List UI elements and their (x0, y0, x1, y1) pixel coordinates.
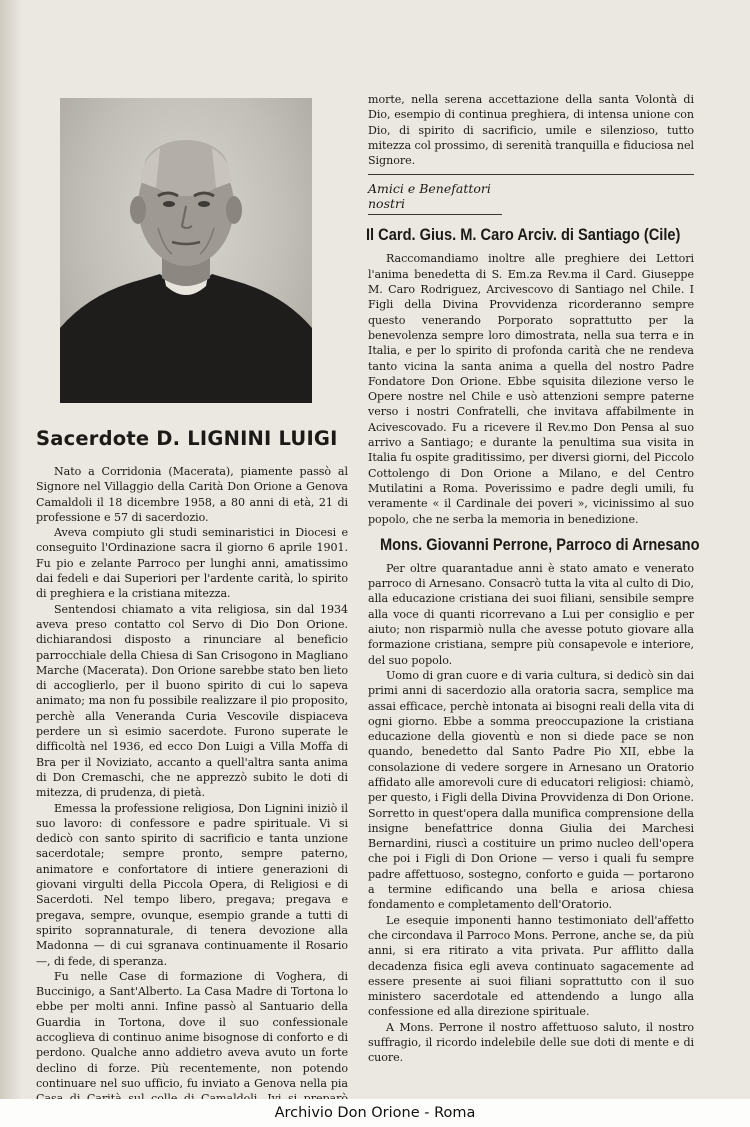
paragraph: Raccomandiamo inoltre alle preghiere dei Lettori l'anima benedetta di S. Em.za Rev.ma il Card. Giuseppe M. Caro Rodriguez, Arcivescovo di Santiago nel Chile. I Figli della Divina Provvidenza ricorderanno sempre questo venerando Porporato soprattutto per la benevolenza sempre loro dimostrata, nella sua terra e in Italia, e per lo spirito di profonda carità che ne rendeva tanto vicina la santa anima a quella del nostro Padre Fondatore Don Orione. Ebbe squisita dilezione verso le Opere nostre nel Chile e usò attenzioni sempre paterne verso i nostri Confratelli, che invitava affabilmente in Acivescovado. Fu a ricevere il Rev.mo Don Pensa al suo arrivo a Santiago; e durante la penultima sua visita in Italia fu ospite graditissimo, per diversi giorni, del Piccolo Cottolengo di Don Orione a Milano, e del Centro Mutilatini a Roma. Poverissimo e padre degli umili, fu veramente « il Cardinale dei poveri », vicinissimo al suo popolo, che ne serba la memoria in benedizione. (368, 252, 694, 526)
paragraph: Le esequie imponenti hanno testimoniato dell'affetto che circondava il Parroco Mons. Perrone, anche se, da più anni, si era ritirato a vita privata. Pur afflitto dalla decadenza fisica egli aveva continuato sagacemente ad essere presente ai suoi filiani soprattutto con il suo ministero sacerdotale ed attendendo a lungo alla confessione ed alla direzione spirituale. (368, 913, 694, 1019)
paragraph: A Mons. Perrone il nostro affettuoso saluto, il nostro suffragio, il ricordo indelebile delle sue doti di mente e di cuore. (368, 1020, 694, 1065)
article-body-cardinal (368, 251, 694, 526)
paragraph: Sentendosi chiamato a vita religiosa, sin dal 1934 aveva preso contatto col Servo di Dio Don Orione. dichiarandosi disposto a rinunciare al beneficio parrocchiale della Chiesa di San Crisogono in Magliano Marche (Macerata). Don Orione sarebbe stato ben lieto di accoglierlo, per il buono spirito di cui lo sapeva animato; ma non fu possibile realizzare il pio proposito, perchè alla Veneranda Curia Vescovile dispiaceva perdere un sì esimio sacerdote. Furono superate le difficoltà nel 1936, ed ecco Don Luigi a Villa Moffa di Bra per il Noviziato, accanto a quell'altra santa anima di Don Cremaschi, che ne apprezzò subito le doti di mitezza, di prudenza, di pietà. (36, 602, 348, 800)
paragraph: Nato a Corridonia (Macerata), piamente passò al Signore nel Villaggio della Carità Don Orione a Genova Camaldoli il 18 dicembre 1958, a 80 anni di età, 21 di professione e 57 di sacerdozio. (36, 465, 348, 524)
priest-portrait-photo (60, 98, 312, 403)
paragraph: Aveva compiuto gli studi seminaristici in Diocesi e conseguito l'Ordinazione sacra il giorno 6 aprile 1901. Fu pio e zelante Parroco per lunghi anni, amatissimo dai fedeli e dai Superiori per l'ardente carità, lo spirito di preghiera e la cristiana mitezza. (36, 526, 348, 601)
archive-footer: Archivio Don Orione - Roma (0, 1099, 750, 1127)
section-divider (368, 174, 694, 175)
left-column (36, 98, 348, 1122)
obituary-title: Sacerdote D. LIGNINI LUIGI (36, 427, 338, 450)
paragraph: morte, nella serena accettazione della santa Volontà di Dio, esempio di continua preghiera, di intensa unione con Dio, di spirito di sacrificio, umile e silenzioso, tutto mitezza col prossimo, di serenità tranquilla e fiduciosa nel Signore. (368, 93, 694, 168)
obituary-body (36, 464, 348, 1122)
article-body-perrone (368, 561, 694, 1066)
right-column (366, 92, 700, 1066)
obituary-continuation (368, 92, 694, 168)
article-title-cardinal: Il Card. Gius. M. Caro Arciv. di Santiago (Cile) (366, 225, 681, 245)
article-title-perrone: Mons. Giovanni Perrone, Parroco di Arnesano (380, 534, 700, 554)
section-label: Amici e Benefattori nostri (368, 181, 502, 215)
paragraph: Emessa la professione religiosa, Don Lignini iniziò il suo lavoro: di confessore e padre spirituale. Vi si dedicò con santo spirito di sacrificio e tanta unzione sacerdotale; sempre pronto, sempre paterno, animatore e confortatore di intiere generazioni di giovani virgulti della Piccola Opera, di Religiosi e di Sacerdoti. Nel tempo libero, pregava; pregava e pregava, sempre, ovunque, esempio grande a tutti di spirito soprannaturale, di tenera devozione alla Madonna — di cui sgranava continuamente il Rosario —, di fede, di speranza. (36, 801, 348, 968)
paragraph: Fu nelle Case di formazione di Voghera, di Buccinigo, a Sant'Alberto. La Casa Madre di Tortona lo ebbe per molti anni. Infine passò al Santuario della Guardia in Tortona, dove il suo confessionale accoglieva di continuo anime bisognose di conforto e di perdono. Qualche anno addietro aveva avuto un forte declino di forze. Più recentemente, non potendo continuare nel suo ufficio, fu inviato a Genova nella pia (36, 969, 348, 1090)
paragraph: Per oltre quarantadue anni è stato amato e venerato parroco di Arnesano. Consacrò tutta la vita al culto di Dio, alla educazione cristiana dei suoi filiani, sensibile sempre alla voce di quanti ricorrevano a Lui per consiglio e per aiuto; non risparmiò nulla che avesse potuto giovare alla formazione cristiana, sempre più consapevole e interiore, del suo popolo. (368, 561, 694, 667)
page-edge-shadow (0, 0, 22, 1100)
portrait-illustration (60, 98, 312, 403)
paragraph: Uomo di gran cuore e di varia cultura, si dedicò sin dai primi anni di sacerdozio alla oratoria sacra, semplice ma assai efficace, perchè intonata ai bisogni reali della vita di ogni giorno. Ebbe a somma preoccupazione la cristiana educazione della gioventù e non si diede pace se non quando, benedetto dal Santo Padre Pio XII, ebbe la consolazione di vedere sorgere in Arnesano un Oratorio affidato alle amorevoli cure di educatori religiosi: chiamò, per questo, i Figli della Divina Provvidenza di Don Orione. Sorretto in quest'opera dalla munifica comprensione della insigne benefattrice donna Giulia dei Marchesi Bernardini, riuscì a costituire un primo nucleo dell'opera che poi i Figli di Don Orione — verso i quali fu sempre padre affettuoso, sostegno, conforto e guida — portarono a termine edificando una bella e ariosa chiesa fondamento e completamento dell'Oratorio. (368, 668, 694, 912)
